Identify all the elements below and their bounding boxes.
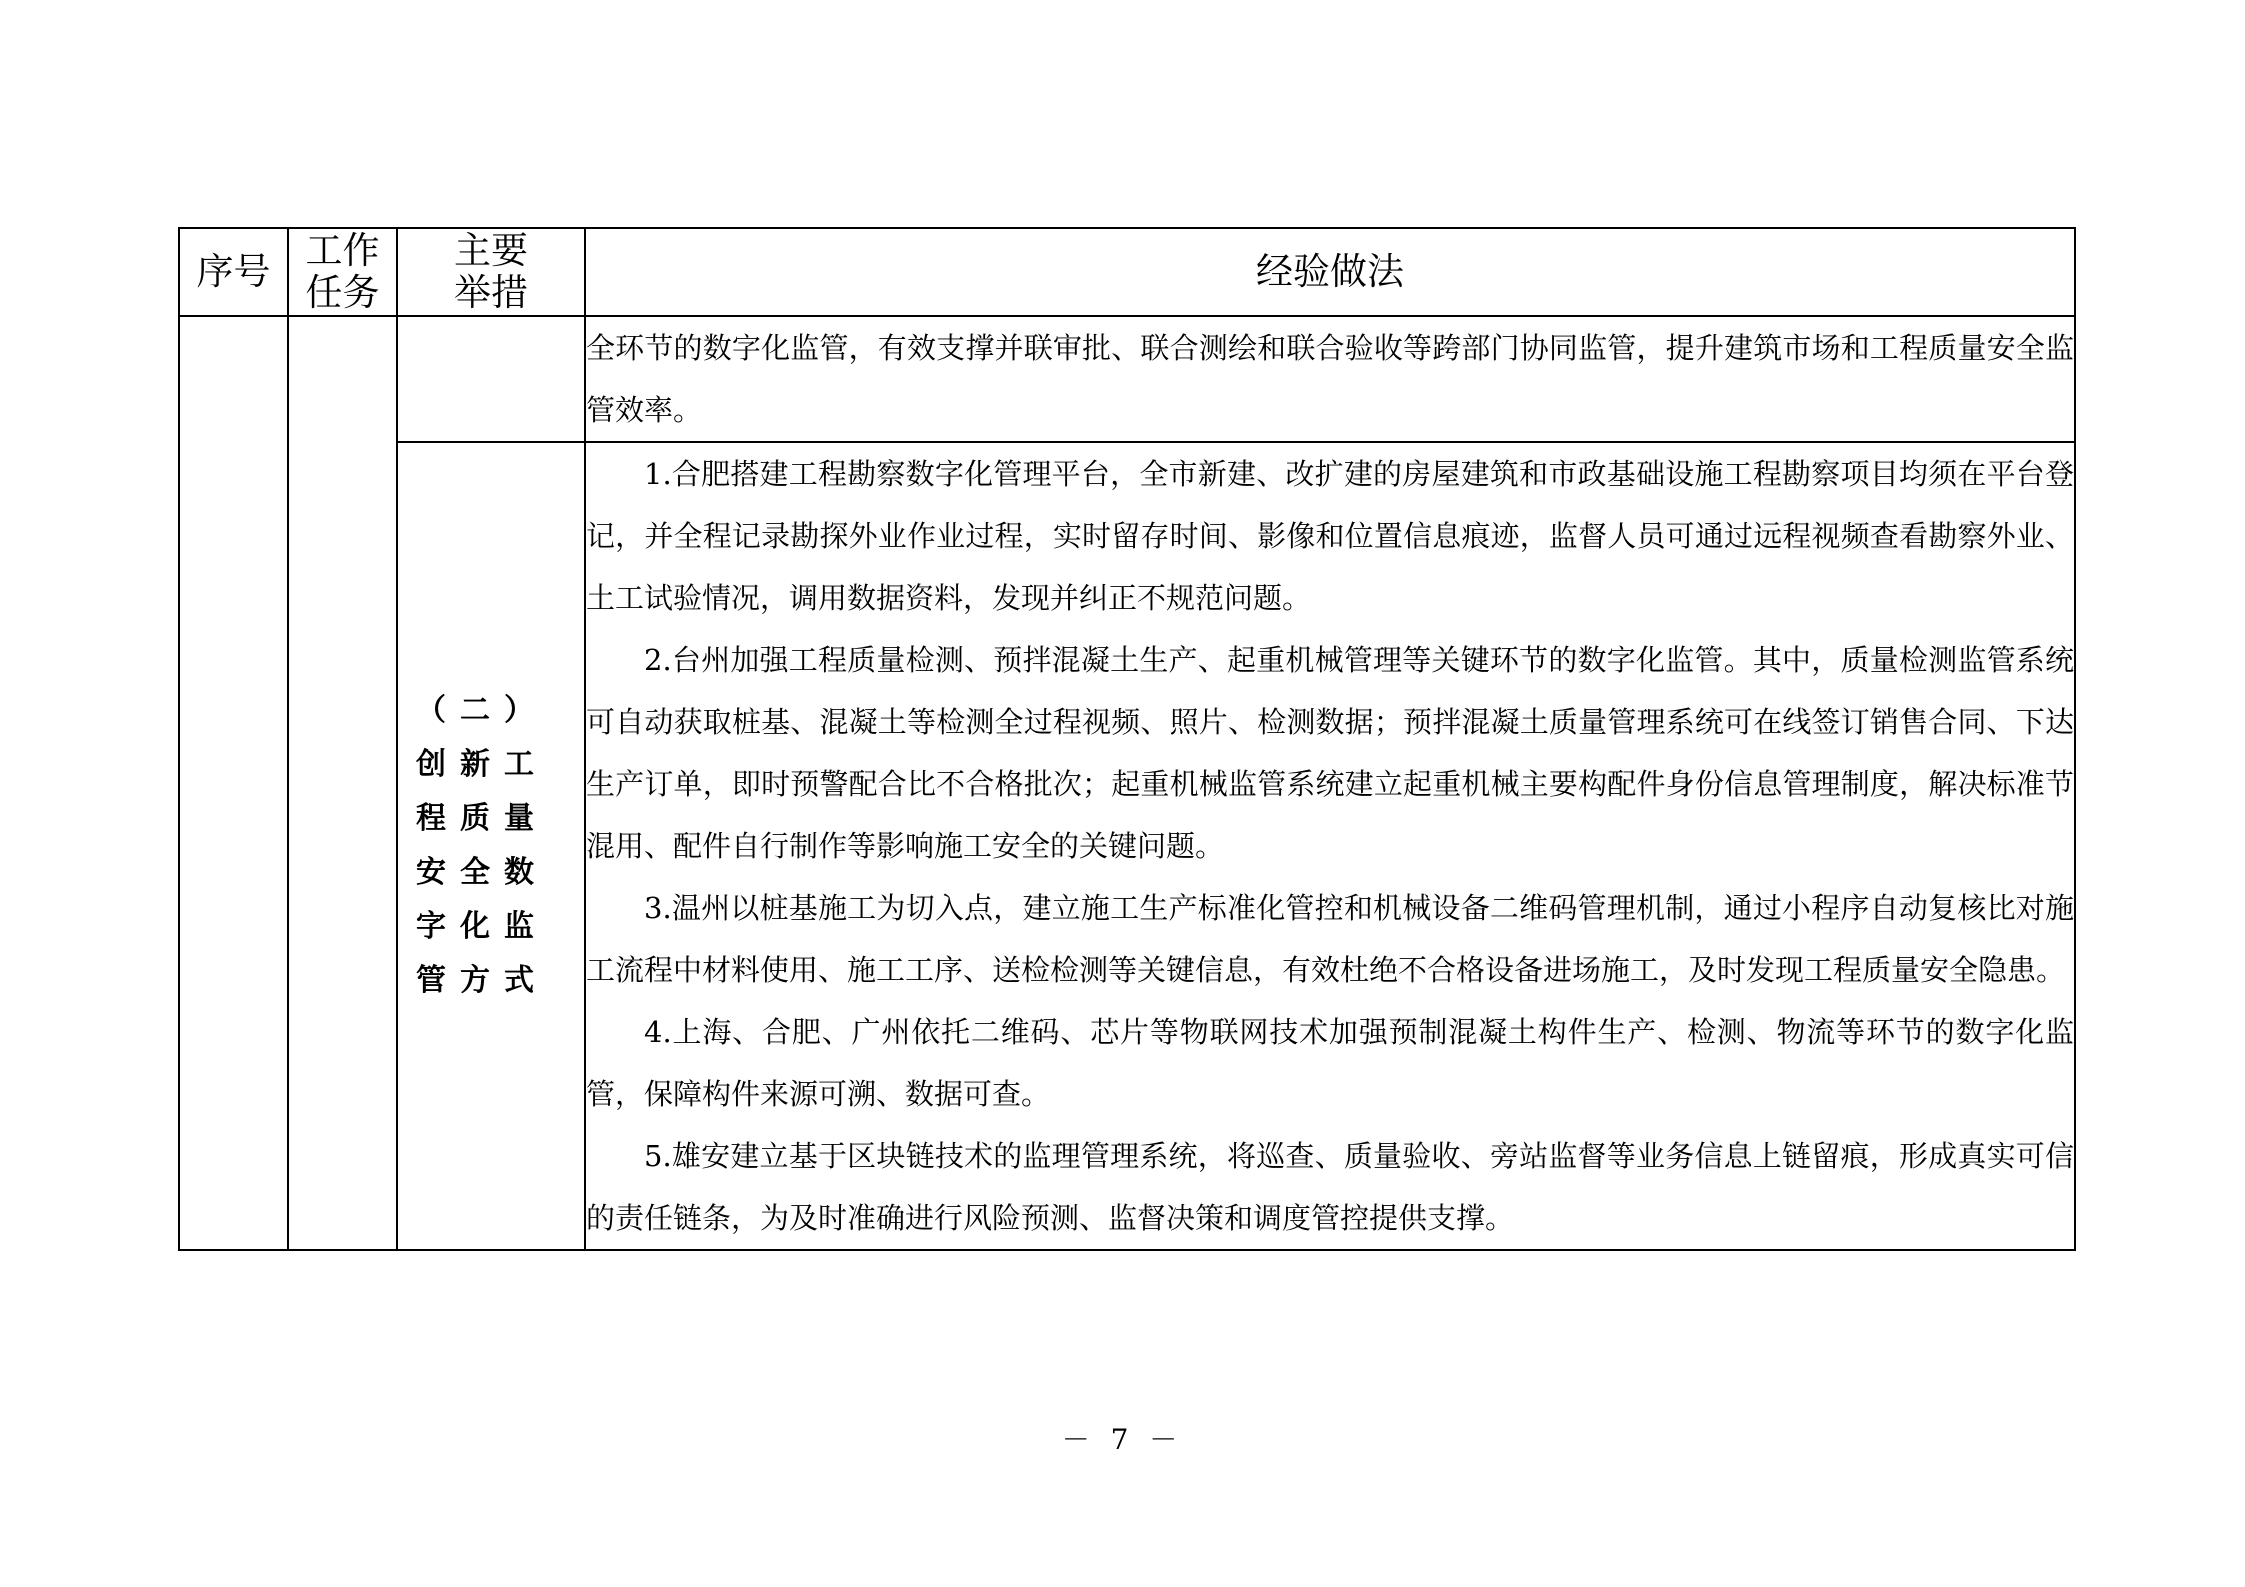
practice-cell-continued (585, 316, 2075, 442)
measure-cell-continued (397, 316, 585, 442)
table-row-continued (179, 316, 2075, 442)
practice-paragraph-1: 1.合肥搭建工程勘察数字化管理平台，全市新建、改扩建的房屋建筑和市政基础设施工程勘察项目均须在平台登记，并全程记录勘探外业作业过程，实时留存时间、影像和位置信息痕迹，监督人员可通过远程视频查看勘察外业、土工试验情况，调用数据资料，发现并纠正不规范问题。 (586, 457, 2074, 615)
practice-paragraph-3: 3.温州以桩基施工为切入点，建立施工生产标准化管控和机械设备二维码管理机制，通过小程序自动复核比对施工流程中材料使用、施工工序、送检检测等关键信息，有效杜绝不合格设备进场施工，及时发现工程质量安全隐患。 (586, 891, 2074, 987)
practice-paragraph-5: 5.雄安建立基于区块链技术的监理管理系统，将巡查、质量验收、旁站监督等业务信息上链留痕，形成真实可信的责任链条，为及时准确进行风险预测、监督决策和调度管控提供支撑。 (586, 1139, 2074, 1235)
page-number: － 7 － (1061, 1423, 1184, 1456)
measure-label: （二）创新工程质量安全数字化监管方式 (416, 693, 548, 998)
header-index: 序号 (179, 228, 288, 316)
practice-paragraph-2: 2.台州加强工程质量检测、预拌混凝土生产、起重机械管理等关键环节的数字化监管。其中，质量检测监管系统可自动获取桩基、混凝土等检测全过程视频、照片、检测数据；预拌混凝土质量管理系统可在线签订销售合同、下达生产订单，即时预警配合比不合格批次；起重机械监管系统建立起重机械主要构配件身份信息管理制度，解决标准节混用、配件自行制作等影响施工安全的关键问题。 (586, 643, 2074, 863)
practice-paragraph-4: 4.上海、合肥、广州依托二维码、芯片等物联网技术加强预制混凝土构件生产、检测、物流等环节的数字化监管，保障构件来源可溯、数据可查。 (586, 1015, 2074, 1111)
task-cell (288, 316, 397, 1250)
practice-cell (585, 442, 2075, 1250)
table-row-measure-2 (179, 442, 2075, 1250)
experience-table (178, 227, 2076, 1251)
table-header-row (179, 228, 2075, 316)
header-measure: 主要举措 (397, 228, 585, 316)
index-cell (179, 316, 288, 1250)
measure-cell (397, 442, 585, 1250)
header-task: 工作任务 (288, 228, 397, 316)
continued-paragraph: 全环节的数字化监管，有效支撑并联审批、联合测绘和联合验收等跨部门协同监管，提升建筑市场和工程质量安全监管效率。 (586, 331, 2074, 427)
header-practice: 经验做法 (585, 228, 2075, 316)
